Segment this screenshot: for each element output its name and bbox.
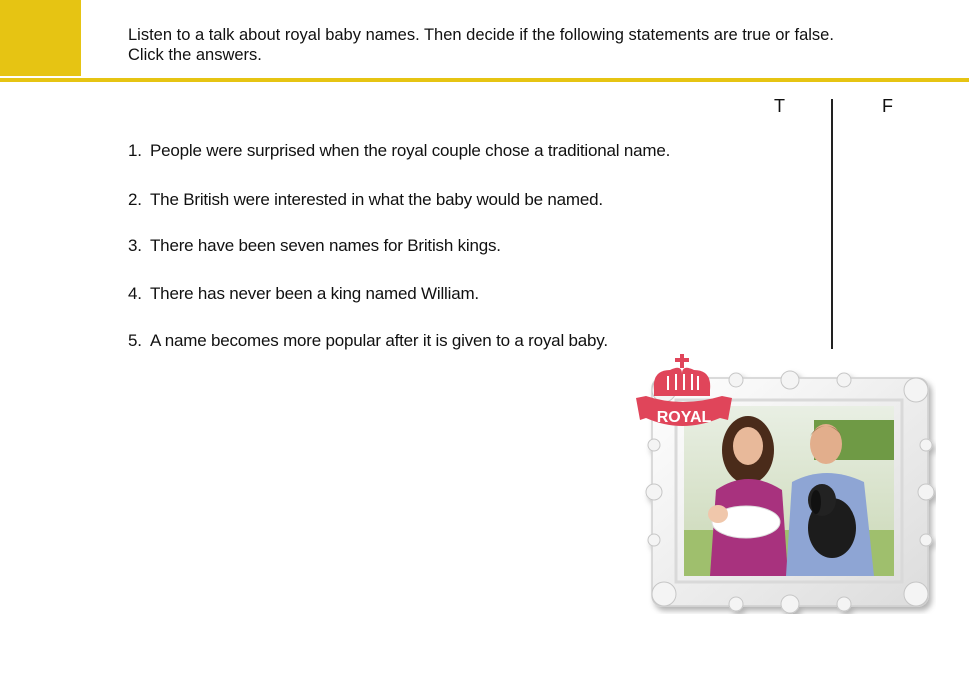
true-column-header: T bbox=[774, 96, 785, 116]
statement-1 bbox=[128, 141, 670, 161]
statement-number: 5. bbox=[128, 331, 142, 350]
header-accent-block bbox=[0, 0, 81, 76]
statement-number: 4. bbox=[128, 284, 142, 303]
statement-text: A name becomes more popular after it is given to a royal baby. bbox=[150, 331, 608, 350]
framed-photo-illustration bbox=[636, 350, 936, 614]
statement-number: 2. bbox=[128, 190, 142, 209]
statement-number: 1. bbox=[128, 141, 142, 160]
answer-true-3[interactable] bbox=[759, 231, 799, 261]
statement-text: There has never been a king named William. bbox=[150, 284, 479, 303]
answer-false-4[interactable] bbox=[867, 279, 907, 309]
answer-false-1[interactable] bbox=[867, 136, 907, 166]
instructions-line-2: Click the answers. bbox=[128, 46, 262, 64]
answer-true-1[interactable] bbox=[759, 136, 799, 166]
statement-2 bbox=[128, 190, 603, 210]
statement-text: There have been seven names for British kings. bbox=[150, 236, 501, 255]
statement-number: 3. bbox=[128, 236, 142, 255]
royal-family-photo bbox=[636, 350, 936, 614]
instructions-line-1: Listen to a talk about royal baby names. Then decide if the following statements are true or false. bbox=[128, 26, 834, 44]
statement-4 bbox=[128, 284, 479, 304]
instructions bbox=[128, 25, 928, 65]
answer-true-2[interactable] bbox=[759, 185, 799, 215]
answer-true-4[interactable] bbox=[759, 279, 799, 309]
column-divider bbox=[831, 99, 833, 349]
answer-false-3[interactable] bbox=[867, 231, 907, 261]
statement-text: People were surprised when the royal couple chose a traditional name. bbox=[150, 141, 671, 160]
header-divider bbox=[0, 78, 969, 82]
family-photo-scene bbox=[684, 406, 894, 576]
false-column-header: F bbox=[882, 96, 893, 116]
statement-5 bbox=[128, 331, 608, 351]
statement-3 bbox=[128, 236, 501, 256]
statement-text: The British were interested in what the baby would be named. bbox=[150, 190, 603, 209]
answer-false-2[interactable] bbox=[867, 185, 907, 215]
royal-badge-text: ROYAL bbox=[656, 409, 712, 426]
